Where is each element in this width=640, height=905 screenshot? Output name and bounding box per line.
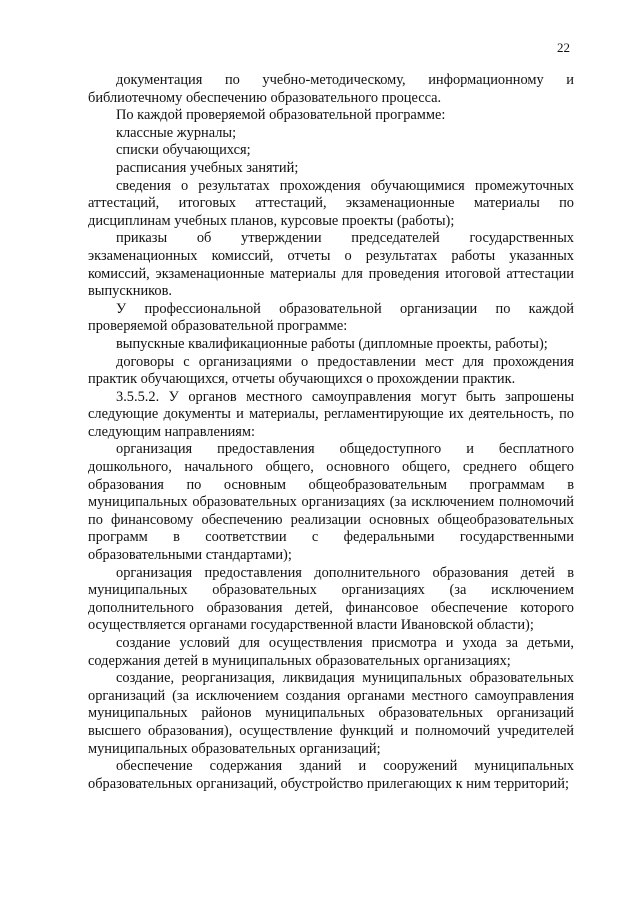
list-item: создание, реорганизация, ликвидация муниципальных образовательных организаций (за исключением создания органами местного самоуправления муниципальных районов муниципальных образовательных организаций высшего образования), осуществление функций и полномочий учредителей муниципальных образовательных организаций; — [88, 670, 574, 757]
list-item: классные журналы; — [116, 124, 237, 141]
page-number: 22 — [557, 40, 570, 55]
list-item: выпускные квалификационные работы (дипломные проекты, работы); — [116, 335, 548, 352]
list-item: расписания учебных занятий; — [116, 159, 299, 176]
document-body — [88, 72, 574, 793]
section-paragraph: 3.5.5.2. У органов местного самоуправления могут быть запрошены следующие документы и материалы, регламентирующие их деятельность, по следующим направлениям: — [88, 388, 574, 440]
list-item: приказы об утверждении председателей государственных экзаменационных комиссий, отчеты о результатах работы указанных комиссий, экзаменационные материалы для проведения итоговой аттестации выпускников. — [88, 230, 574, 300]
list-item: организация предоставления общедоступного и бесплатного дошкольного, начального общего, основного общего, среднего общего образования по основным общеобразовательным программам в муниципальных образовательных организациях (за исключением полномочий по финансовому обеспечению реализации основных общеобразовательных программ в соответствии с федеральными государственными образовательными стандартами); — [88, 441, 574, 564]
paragraph: По каждой проверяемой образовательной программе: — [116, 107, 446, 124]
list-item: списки обучающихся; — [116, 142, 251, 159]
list-item: организация предоставления дополнительного образования детей в муниципальных образовательных организациях (за исключением дополнительного образования детей, финансовое обеспечение которого осуществляется органами государственной власти Ивановской области); — [88, 564, 574, 634]
list-item: договоры с организациями о предоставлении мест для прохождения практик обучающихся, отчеты обучающихся о прохождении практик. — [88, 353, 574, 388]
list-item: сведения о результатах прохождения обучающимися промежуточных аттестаций, итоговых аттестаций, экзаменационные материалы по дисциплинам учебных планов, курсовые проекты (работы); — [88, 177, 574, 229]
list-item: обеспечение содержания зданий и сооружений муниципальных образовательных организаций, обустройство прилегающих к ним территорий; — [88, 758, 574, 792]
paragraph: документация по учебно-методическому, информационному и библиотечному обеспечению образовательного процесса. — [88, 72, 574, 106]
list-item: создание условий для осуществления присмотра и ухода за детьми, содержания детей в муниципальных образовательных организациях; — [88, 635, 574, 669]
paragraph: У профессиональной образовательной организации по каждой проверяемой образовательной программе: — [88, 300, 574, 335]
